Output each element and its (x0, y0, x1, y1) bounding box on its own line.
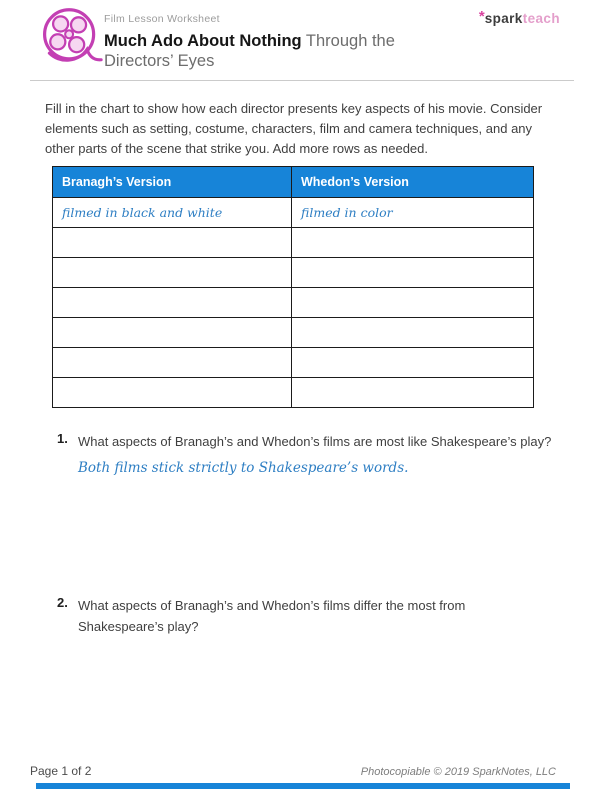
page-title-suffix: Through the (301, 32, 395, 50)
question-2 (57, 595, 535, 637)
question-1-text: What aspects of Branagh’s and Whedon’s films are most like Shakespeare’s play? (78, 434, 552, 449)
logo-teach-text: teach (522, 11, 560, 26)
logo-spark-text: spark (484, 11, 523, 26)
table-cell (292, 228, 534, 258)
page-number: Page 1 of 2 (30, 764, 92, 778)
table-row (53, 198, 534, 228)
table-cell: filmed in black and white (53, 198, 292, 228)
film-reel-icon (38, 6, 104, 72)
question-1-answer: Both films stick strictly to Shakespeare’s words. (78, 460, 409, 476)
table-row (53, 228, 534, 258)
table-row (53, 288, 534, 318)
column-header-whedon: Whedon’s Version (292, 167, 534, 198)
table-cell (53, 288, 292, 318)
instructions-paragraph: Fill in the chart to show how each director presents key aspects of his movie. Consider elements such as setting, costume, characters, film and camera techniques, and any other parts of the scene that strike you. Add more rows as needed. (45, 101, 543, 156)
table-cell (292, 318, 534, 348)
column-header-branagh: Branagh’s Version (53, 167, 292, 198)
worksheet-kicker: Film Lesson Worksheet (104, 13, 220, 25)
header-divider (30, 80, 574, 81)
question-1-number: 1. (57, 431, 68, 446)
table-header-row (53, 167, 534, 198)
page-title-line2: Directors’ Eyes (104, 51, 215, 70)
table-cell (292, 348, 534, 378)
page-title-main: Much Ado About Nothing (104, 32, 302, 50)
table-cell: filmed in color (292, 198, 534, 228)
table-cell (53, 378, 292, 408)
table-cell (53, 228, 292, 258)
copyright-text: Photocopiable © 2019 SparkNotes, LLC (360, 766, 556, 778)
table-row (53, 378, 534, 408)
question-1 (57, 431, 557, 452)
table-cell (53, 348, 292, 378)
sparkteach-logo (479, 10, 560, 27)
header-text-block (104, 13, 484, 71)
table-row (53, 348, 534, 378)
table-cell (292, 258, 534, 288)
table-row (53, 258, 534, 288)
question-2-number: 2. (57, 595, 68, 610)
table-cell (292, 288, 534, 318)
comparison-table (52, 166, 534, 408)
page-title-line1 (104, 32, 484, 52)
table-cell (53, 258, 292, 288)
bottom-accent-bar (36, 783, 570, 789)
table-cell (53, 318, 292, 348)
logo-asterisk-icon: * (478, 8, 485, 25)
table-cell (292, 378, 534, 408)
question-2-text: What aspects of Branagh’s and Whedon’s films differ the most from Shakespeare’s play? (78, 598, 466, 634)
table-row (53, 318, 534, 348)
